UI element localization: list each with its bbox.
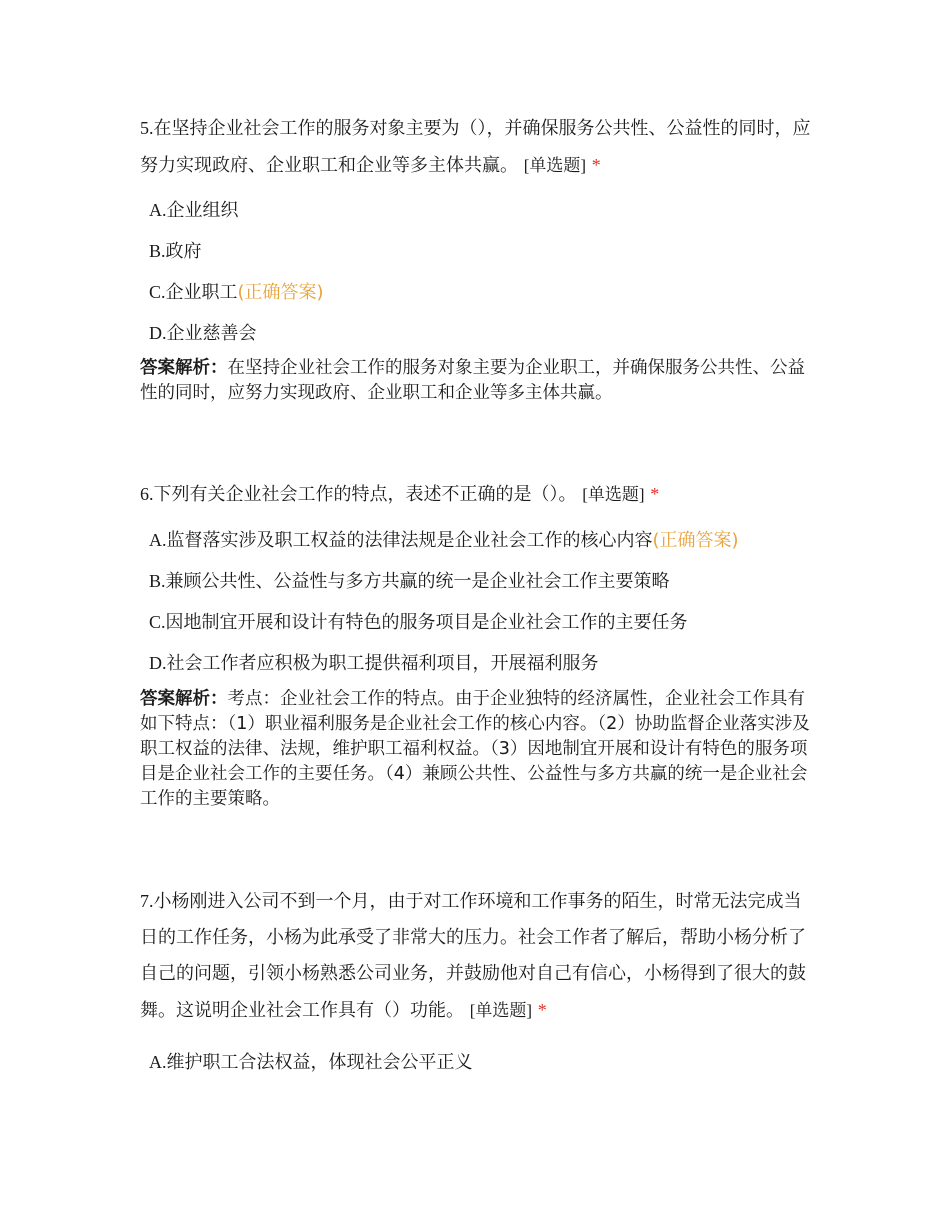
option-a: A.监督落实涉及职工权益的法律法规是企业社会工作的核心内容(正确答案) (149, 530, 739, 551)
option-d: D.企业慈善会 (149, 323, 257, 344)
option-a: A.企业组织 (149, 200, 239, 221)
question-type-tag: [单选题] (469, 1001, 533, 1020)
analysis-label: 答案解析： (140, 358, 228, 378)
option-c: C.企业职工(正确答案) (149, 282, 324, 303)
question-7 (140, 883, 812, 1029)
answer-analysis: 答案解析：在坚持企业社会工作的服务对象主要为企业职工，并确保服务公共性、公益性的同时，应努力实现政府、企业职工和企业等多主体共赢。 (140, 358, 805, 403)
option-c: C.因地制宜开展和设计有特色的服务项目是企业社会工作的主要任务 (149, 612, 688, 633)
option-a: A.维护职工合法权益，体现社会公平正义 (149, 1052, 473, 1073)
answer-analysis: 答案解析：考点：企业社会工作的特点。由于企业独特的经济属性，企业社会工作具有如下特点：（1）职业福利服务是企业社会工作的核心内容。（2）协助监督企业落实涉及职工权益的法律、法规，维护职工福利权益。（3）因地制宜开展和设计有特色的服务项目是企业社会工作的主要任务。（4）兼顾公共性、公益性与多方共赢的统一是企业社会工作的主要策略。 (140, 689, 810, 809)
option-b: B.兼顾公共性、公益性与多方共赢的统一是企业社会工作主要策略 (149, 571, 670, 592)
correct-answer-label: (正确答案) (652, 530, 739, 551)
question-text: 7.小杨刚进入公司不到一个月，由于对工作环境和工作事务的陌生，时常无法完成当日的工作任务，小杨为此承受了非常大的压力。社会工作者了解后，帮助小杨分析了自己的问题，引领小杨熟悉公司业务，并鼓励他对自己有信心，小杨得到了很大的鼓舞。这说明企业社会工作具有（）功能。 [单选题] * (140, 891, 806, 1021)
question-6 (140, 476, 820, 513)
question-5 (140, 110, 820, 184)
question-text: 5.在坚持企业社会工作的服务对象主要为（），并确保服务公共性、公益性的同时，应努力实现政府、企业职工和企业等多主体共赢。 [单选题] * (140, 118, 811, 176)
question-text: 6.下列有关企业社会工作的特点，表述不正确的是（）。 [单选题] * (140, 484, 660, 505)
option-d: D.社会工作者应积极为职工提供福利项目，开展福利服务 (149, 653, 599, 674)
question-type-tag: [单选题] (582, 485, 645, 504)
required-mark: * (650, 484, 660, 504)
question-type-tag: [单选题] (523, 156, 587, 175)
correct-answer-label: (正确答案) (237, 282, 324, 303)
required-mark: * (591, 155, 601, 175)
required-mark: * (537, 1000, 547, 1020)
analysis-label: 答案解析： (140, 689, 228, 709)
option-b: B.政府 (149, 241, 202, 262)
